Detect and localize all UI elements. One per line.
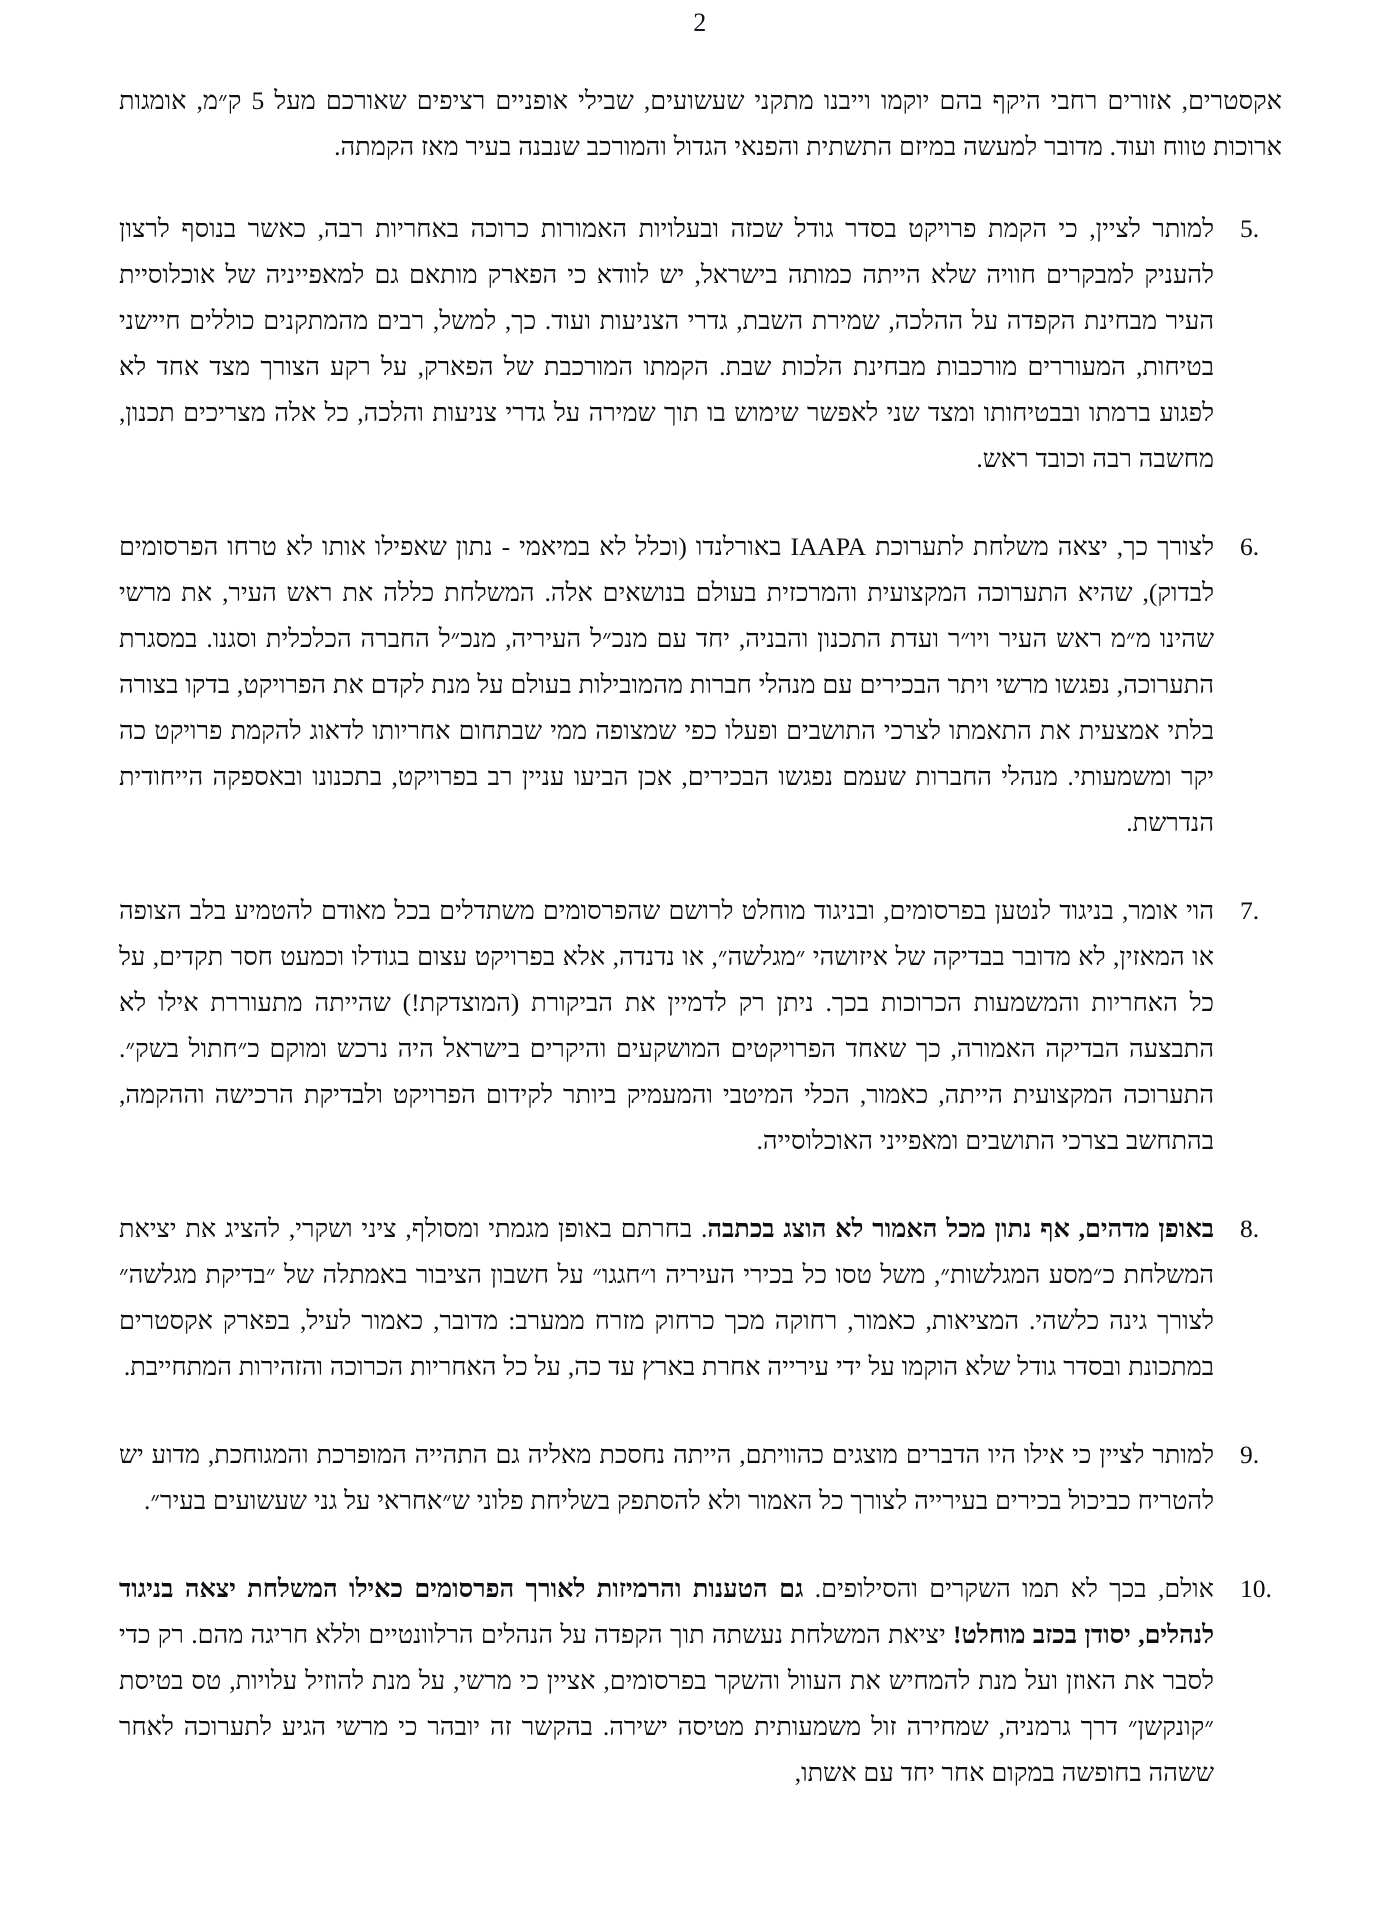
numbered-paragraph (119, 1566, 1282, 1796)
paragraph-text-bold-run: גם הטענות והרמיזות לאורך הפרסומים כאילו המשלחת יצאה בניגוד לנהלים, יסודן בכזב מוחלט! (119, 1574, 1214, 1649)
paragraph-text (119, 206, 1214, 482)
paragraph-text-run: למותר לציין, כי הקמת פרויקט בסדר גודל שכזה ובעלויות האמורות כרוכה באחריות רבה, כאשר בנוסף לרצון להעניק למבקרים חוויה שלא הייתה כמותה בישראל, יש לוודא כי הפארק מותאם גם למאפייניה של אוכלוסיית העיר מבחינת הקפדה על ההלכה, שמירת השבת, גדרי הצניעות ועוד. כך, למשל, רבים מהמתקנים כוללים חיישני בטיחות, המעוררים מורכבות מבחינת הלכות שבת. הקמתו המורכבת של הפארק, על רקע הצורך מצד אחד לא לפגוע ברמתו ובבטיחותו ומצד שני לאפשר שימוש בו תוך שמירה על גדרי צניעות והלכה, כל אלה מצריכים תכנון, מחשבה רבה וכובד ראש. (119, 214, 1214, 473)
paragraph-number: 5. (1240, 214, 1260, 243)
paragraph-text (119, 1432, 1214, 1524)
paragraph-text-run: הוי אומר, בניגוד לנטען בפרסומים, ובניגוד מוחלט לרושם שהפרסומים משתדלים בכל מאודם להטמיע בלב הצופה או המאזין, לא מדובר בבדיקה של איזושהי ״מגלשה״, או נדנדה, אלא בפרויקט עצום בגודלו וכמעט חסר תקדים, על כל האחריות והמשמעות הכרוכות בכך. ניתן רק לדמיין את הביקורת (המוצדקת!) שהייתה מתעוררת אילו לא התבצעה הבדיקה האמורה, כך שאחד הפרויקטים המושקעים והיקרים בישראל היה נרכש ומוקם כ״חתול בשק״. התערוכה המקצועית הייתה, כאמור, הכלי המיטבי והמעמיק ביותר לקידום הפרויקט ולבדיקת הרכישה וההקמה, בהתחשב בצרכי התושבים ומאפייני האוכלוסייה. (119, 896, 1214, 1155)
numbered-paragraph (119, 1206, 1282, 1390)
numbered-paragraph (119, 206, 1282, 482)
paragraph-number: 8. (1240, 1214, 1260, 1243)
paragraph-text-run: למותר לציין כי אילו היו הדברים מוצגים כהוויתם, הייתה נחסכת מאליה גם התהייה המופרכת והמגוחכת, מדוע יש להטריח כביכול בכירים בעירייה לצורך כל האמור ולא להסתפק בשליחת פלוני ש״אחראי על גני שעשועים בעיר״. (119, 1440, 1214, 1515)
paragraph-text (119, 888, 1214, 1164)
document-body (119, 78, 1282, 1838)
paragraph-text (119, 1566, 1214, 1796)
paragraph-text (119, 524, 1214, 846)
numbered-paragraph (119, 888, 1282, 1164)
intro-paragraph: אקסטרים, אזורים רחבי היקף בהם יוקמו וייבנו מתקני שעשועים, שבילי אופניים רציפים שאורכם מעל 5 ק״מ, אומגות ארוכות טווח ועוד. מדובר למעשה במיזם התשתית והפנאי הגדול והמורכב שנבנה בעיר מאז הקמתה. (119, 86, 1282, 161)
paragraph-row (119, 1432, 1282, 1524)
paragraph-row (119, 206, 1282, 482)
paragraph-row (119, 888, 1282, 1164)
paragraph-number: 7. (1240, 896, 1260, 925)
page-number: 2 (693, 8, 707, 37)
paragraph-text-run: לצורך כך, יצאה משלחת לתערוכת IAAPA באורלנדו (וכלל לא במיאמי - נתון שאפילו אותו לא טרחו הפרסומים לבדוק), שהיא התערוכה המקצועית והמרכזית בעולם בנושאים אלה. המשלחת כללה את ראש העיר, את מרשי שהינו מ״מ ראש העיר ויו״ר ועדת התכנון והבניה, יחד עם מנכ״ל העיריה, מנכ״ל החברה הכלכלית וסגנו. במסגרת התערוכה, נפגשו מרשי ויתר הבכירים עם מנהלי חברות מהמובילות בעולם על מנת לקדם את הפרויקט, בדקו בצורה בלתי אמצעית את התאמתו לצרכי התושבים ופעלו כפי שמצופה ממי שבתחום אחריותו לדאוג להקמת פרויקט כה יקר ומשמעותי. מנהלי החברות שעמם נפגשו הבכירים, אכן הביעו עניין רב בפרויקט, בתכנונו ובאספקה הייחודית הנדרשת. (119, 532, 1215, 837)
paragraph-number: 6. (1240, 532, 1260, 561)
numbered-paragraph (119, 1432, 1282, 1524)
paragraph-number: 10. (1240, 1574, 1272, 1603)
paragraph-row (119, 524, 1282, 846)
paragraph-row (119, 1206, 1282, 1390)
numbered-paragraph-list (119, 206, 1282, 1796)
numbered-paragraph (119, 524, 1282, 846)
paragraph-text-bold-run: באופן מדהים, אף נתון מכל האמור לא הוצג בכתבה (707, 1214, 1214, 1243)
paragraph-text (119, 1206, 1214, 1390)
paragraph-text-run: יציאת המשלחת נעשתה תוך הקפדה על הנהלים הרלוונטיים וללא חריגה מהם. רק כדי לסבר את האוזן ועל מנת להמחיש את העוול והשקר בפרסומים, אציין כי מרשי, על מנת להוזיל עלויות, טס בטיסת ״קונקשן״ דרך גרמניה, שמחירה זול משמעותית מטיסה ישירה. בהקשר זה יובהר כי מרשי הגיע לתערוכה לאחר ששהה בחופשה במקום אחר יחד עם אשתו, (119, 1620, 1214, 1787)
paragraph-row (119, 1566, 1282, 1796)
paragraph-text-run: אולם, בכך לא תמו השקרים והסילופים. (803, 1574, 1214, 1603)
paragraph-number: 9. (1240, 1440, 1260, 1469)
paragraph-text-run: . בחרתם באופן מגמתי ומסולף, ציני ושקרי, להציג את יציאת המשלחת כ״מסע המגלשות״, משל טסו כל בכירי העיריה ו״חגגו״ על חשבון הציבור באמתלה של ״בדיקת מגלשה״ לצורך גינה כלשהי. המציאות, כאמור, רחוקה מכך כרחוק מזרח ממערב: מדובר, כאמור לעיל, בפארק אקסטרים במתכונת ובסדר גודל שלא הוקמו על ידי עירייה אחרת בארץ עד כה, על כל האחריות הכרוכה והזהירות המתחייבת. (119, 1214, 1214, 1381)
